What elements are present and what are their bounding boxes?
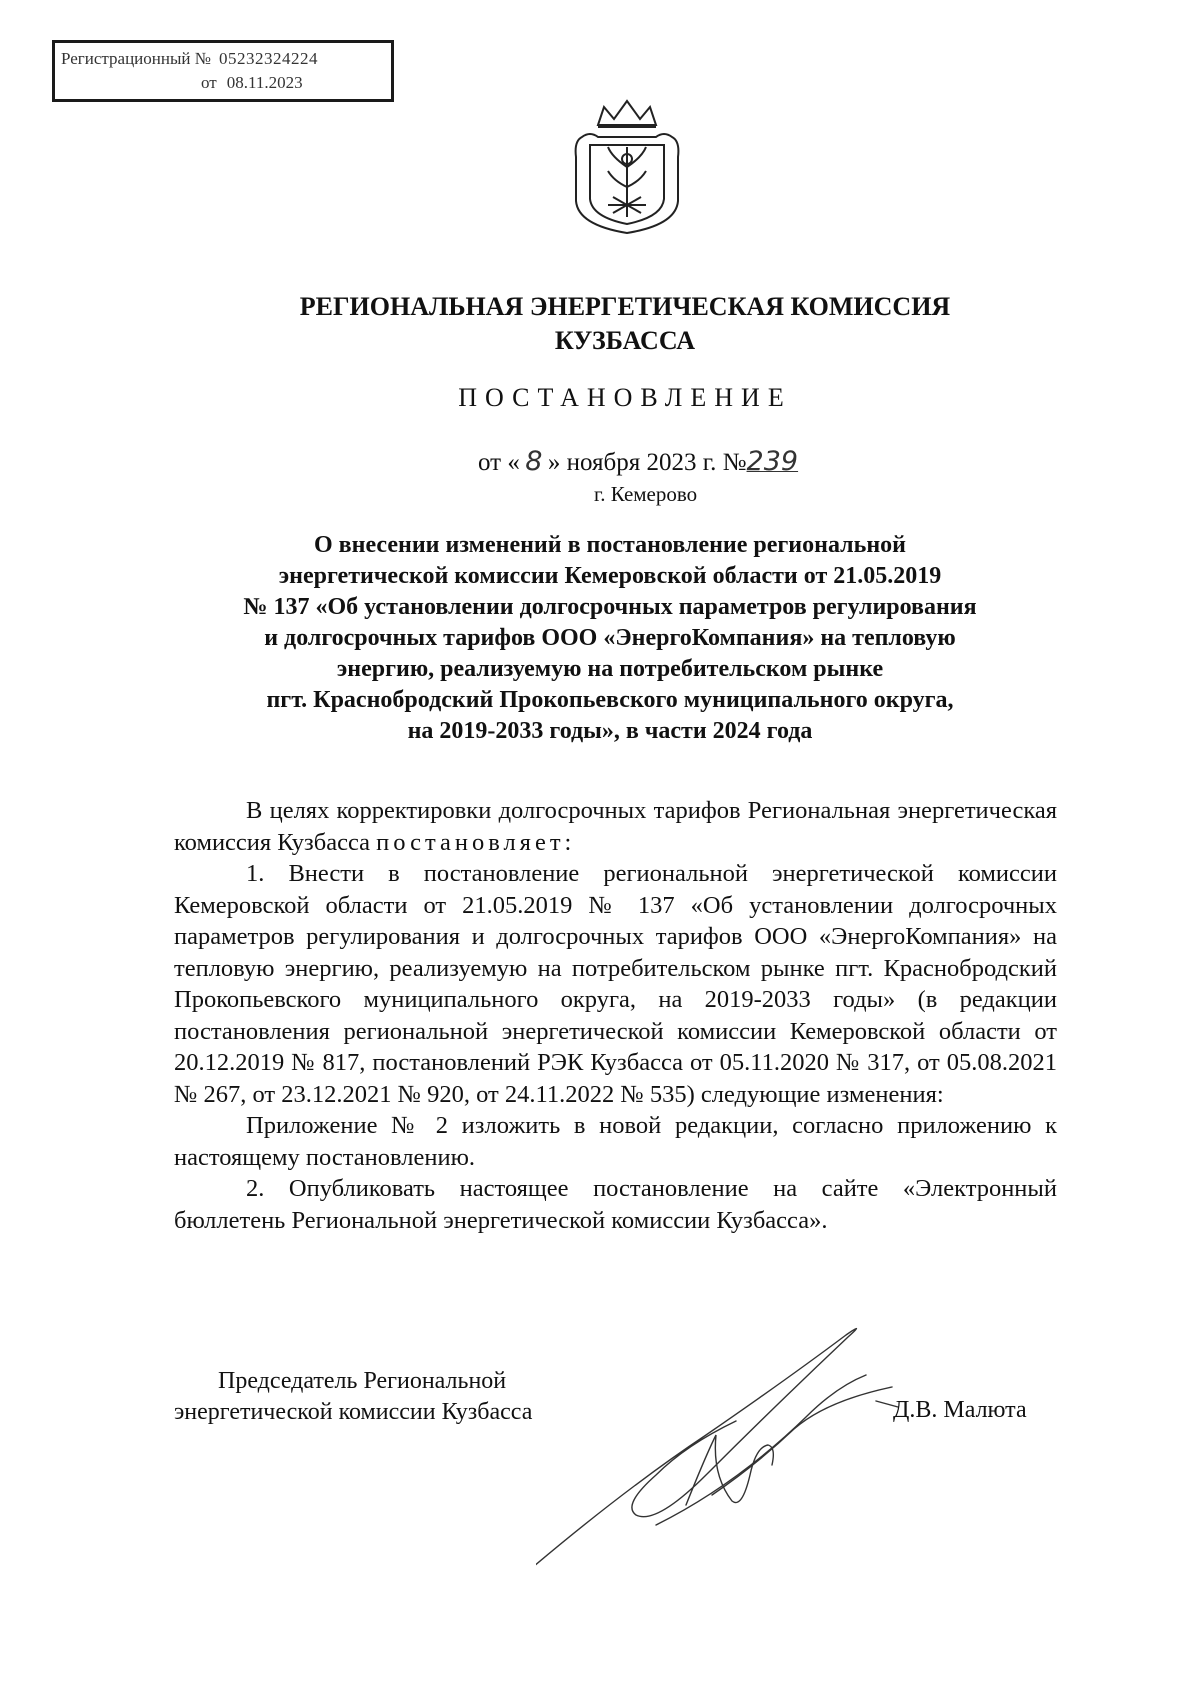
reg-date-label: от (201, 73, 217, 92)
coat-of-arms-icon (568, 97, 686, 237)
date-middle: » ноября 2023 г. № (547, 449, 747, 476)
subject-line: энергию, реализуемую на потребительском рынке (336, 656, 884, 682)
handwritten-signature (536, 1325, 956, 1595)
subject-line: пгт. Краснобродский Прокопьевского муниципального округа, (266, 687, 954, 713)
subject-line: и долгосрочных тарифов ООО «ЭнергоКомпания» на тепловую (264, 625, 956, 651)
decree-subject (160, 530, 1060, 747)
reg-label: Регистрационный № (61, 49, 211, 68)
org-line-1: РЕГИОНАЛЬНАЯ ЭНЕРГЕТИЧЕСКАЯ КОМИССИЯ (299, 292, 951, 321)
intro-text: В целях корректировки долгосрочных тарифов Региональная энергетическая комиссия Кузбасса (174, 797, 1057, 856)
city: г. Кемерово (594, 482, 698, 506)
document-type: ПОСТАНОВЛЕНИЕ (458, 383, 792, 412)
position-line-2: энергетической комиссии Кузбасса (174, 1399, 533, 1425)
decree-number: 239 (746, 446, 799, 477)
reg-number: 05232324224 (218, 49, 318, 68)
subject-line: № 137 «Об установлении долгосрочных параметров регулирования (243, 594, 977, 620)
signer-position (174, 1366, 532, 1428)
subject-line: энергетической комиссии Кемеровской области от 21.05.2019 (278, 563, 942, 589)
decree-date-line (478, 446, 798, 477)
intro-verb: постановляет: (376, 828, 576, 856)
organization-name (0, 290, 1200, 358)
decree-body (174, 795, 1057, 1236)
intro-paragraph (174, 795, 1057, 858)
date-day: 8 (525, 446, 543, 477)
signer-name: Д.В. Малюта (893, 1397, 1027, 1423)
subject-line: О внесении изменений в постановление региональной (314, 532, 906, 558)
org-line-2: КУЗБАССА (554, 326, 696, 355)
item-1-sub-paragraph: Приложение № 2 изложить в новой редакции, согласно приложению к настоящему постановлению. (174, 1112, 1057, 1171)
item-2-paragraph: 2. Опубликовать настоящее постановление на сайте «Электронный бюллетень Региональной энергетической комиссии Кузбасса». (174, 1175, 1057, 1234)
date-prefix: от « (478, 449, 520, 476)
position-line-1: Председатель Региональной (218, 1368, 507, 1394)
subject-line: на 2019-2033 годы», в части 2024 года (407, 718, 813, 744)
item-1-paragraph: 1. Внести в постановление региональной энергетической комиссии Кемеровской области от 21.05.2019 № 137 «Об установлении долгосрочных параметров регулирования и долгосрочных тарифов ООО «ЭнергоКомпания» на тепловую энергию, реализуемую на потребительском рынке пгт. Краснобродский Прокопьевского муниципального округа, на 2019-2033 годы» (в редакции постановления региональной энергетической комиссии Кемеровской области от 20.12.2019 № 817, постановлений РЭК Кузбасса от 05.11.2020 № 317, от 05.08.2021 № 267, от 23.12.2021 № 920, от 24.11.2022 № 535) следующие изменения: (174, 860, 1057, 1108)
registration-stamp (52, 40, 394, 102)
reg-date: 08.11.2023 (226, 73, 303, 92)
